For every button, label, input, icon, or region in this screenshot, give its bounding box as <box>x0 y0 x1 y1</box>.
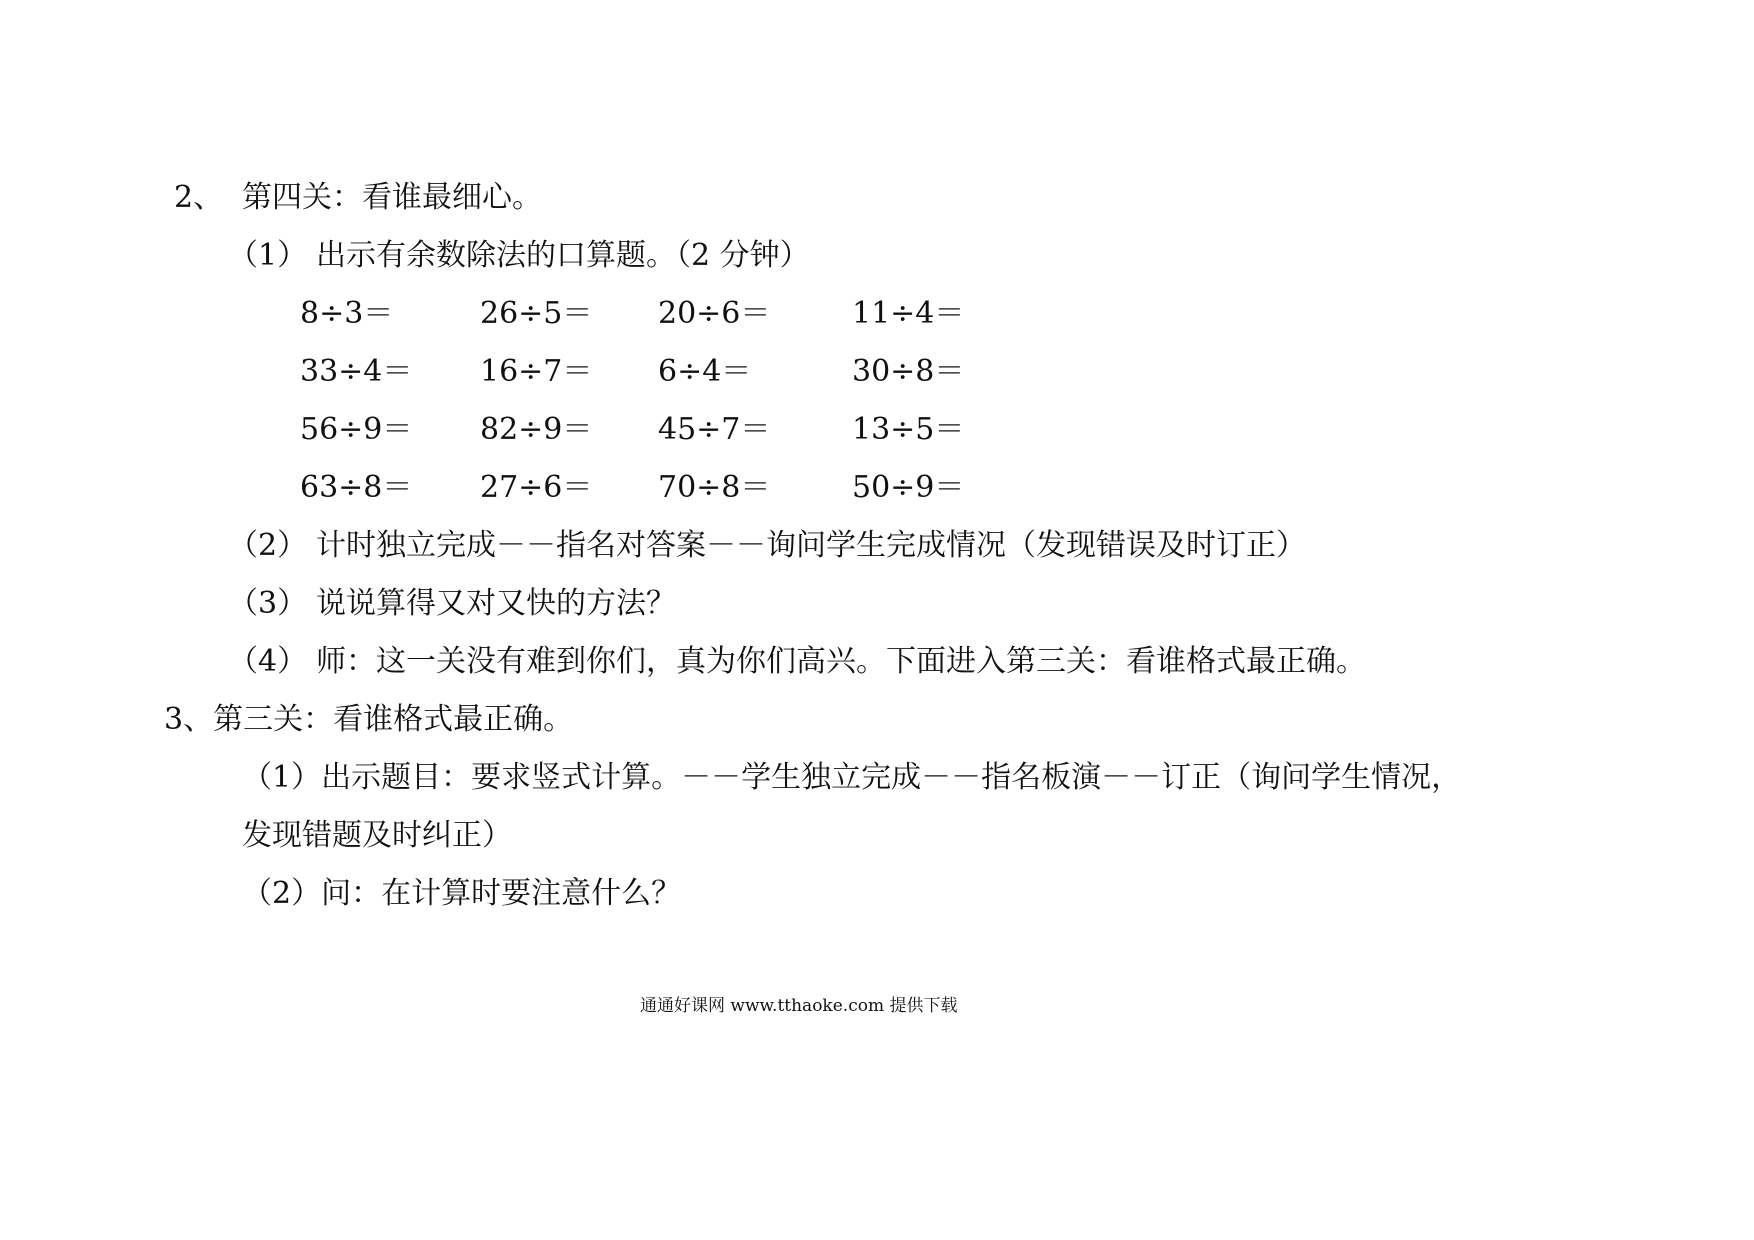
section-3-heading: 3、第三关：看谁格式最正确。 <box>164 702 574 737</box>
section-3-item-1-line-2: 发现错题及时纠正） <box>242 818 512 853</box>
problem: 56÷9＝ <box>300 412 413 447</box>
section-2-item-2 <box>228 526 1306 566</box>
item-number: （2） <box>228 528 308 563</box>
problem: 16÷7＝ <box>480 354 593 389</box>
problem: 13÷5＝ <box>852 412 965 447</box>
section-2-item-4 <box>228 642 1366 682</box>
problem: 70÷8＝ <box>658 470 771 505</box>
section-2-heading <box>174 178 542 218</box>
problem: 63÷8＝ <box>300 470 413 505</box>
problem: 11÷4＝ <box>852 296 965 331</box>
section-2-item-3 <box>228 584 676 624</box>
problem: 8÷3＝ <box>300 296 394 331</box>
problem: 26÷5＝ <box>480 296 593 331</box>
problem: 82÷9＝ <box>480 412 593 447</box>
problem: 20÷6＝ <box>658 296 771 331</box>
item-number: （1） <box>228 238 308 273</box>
problem: 6÷4＝ <box>658 354 752 389</box>
item-text: 计时独立完成－－指名对答案－－询问学生完成情况（发现错误及时订正） <box>316 528 1306 563</box>
section-2-number: 2、 <box>174 180 224 215</box>
item-number: （4） <box>228 644 308 679</box>
problem: 27÷6＝ <box>480 470 593 505</box>
problem: 30÷8＝ <box>852 354 965 389</box>
section-3-item-1-line-1: （1）出示题目：要求竖式计算。－－学生独立完成－－指名板演－－订正（询问学生情况， <box>242 760 1462 795</box>
footer-credit: 通通好课网 www.tthaoke.com 提供下载 <box>640 996 958 1016</box>
section-3-item-2: （2）问：在计算时要注意什么？ <box>242 876 682 911</box>
item-text: 师：这一关没有难到你们，真为你们高兴。下面进入第三关：看谁格式最正确。 <box>316 644 1366 679</box>
problem: 45÷7＝ <box>658 412 771 447</box>
problem: 33÷4＝ <box>300 354 413 389</box>
item-number: （3） <box>228 586 308 621</box>
section-2-title: 第四关：看谁最细心。 <box>242 180 542 215</box>
problem: 50÷9＝ <box>852 470 965 505</box>
item-text: 说说算得又对又快的方法？ <box>316 586 676 621</box>
item-text: 出示有余数除法的口算题。（2 分钟） <box>316 238 810 273</box>
section-2-item-1 <box>228 236 810 276</box>
